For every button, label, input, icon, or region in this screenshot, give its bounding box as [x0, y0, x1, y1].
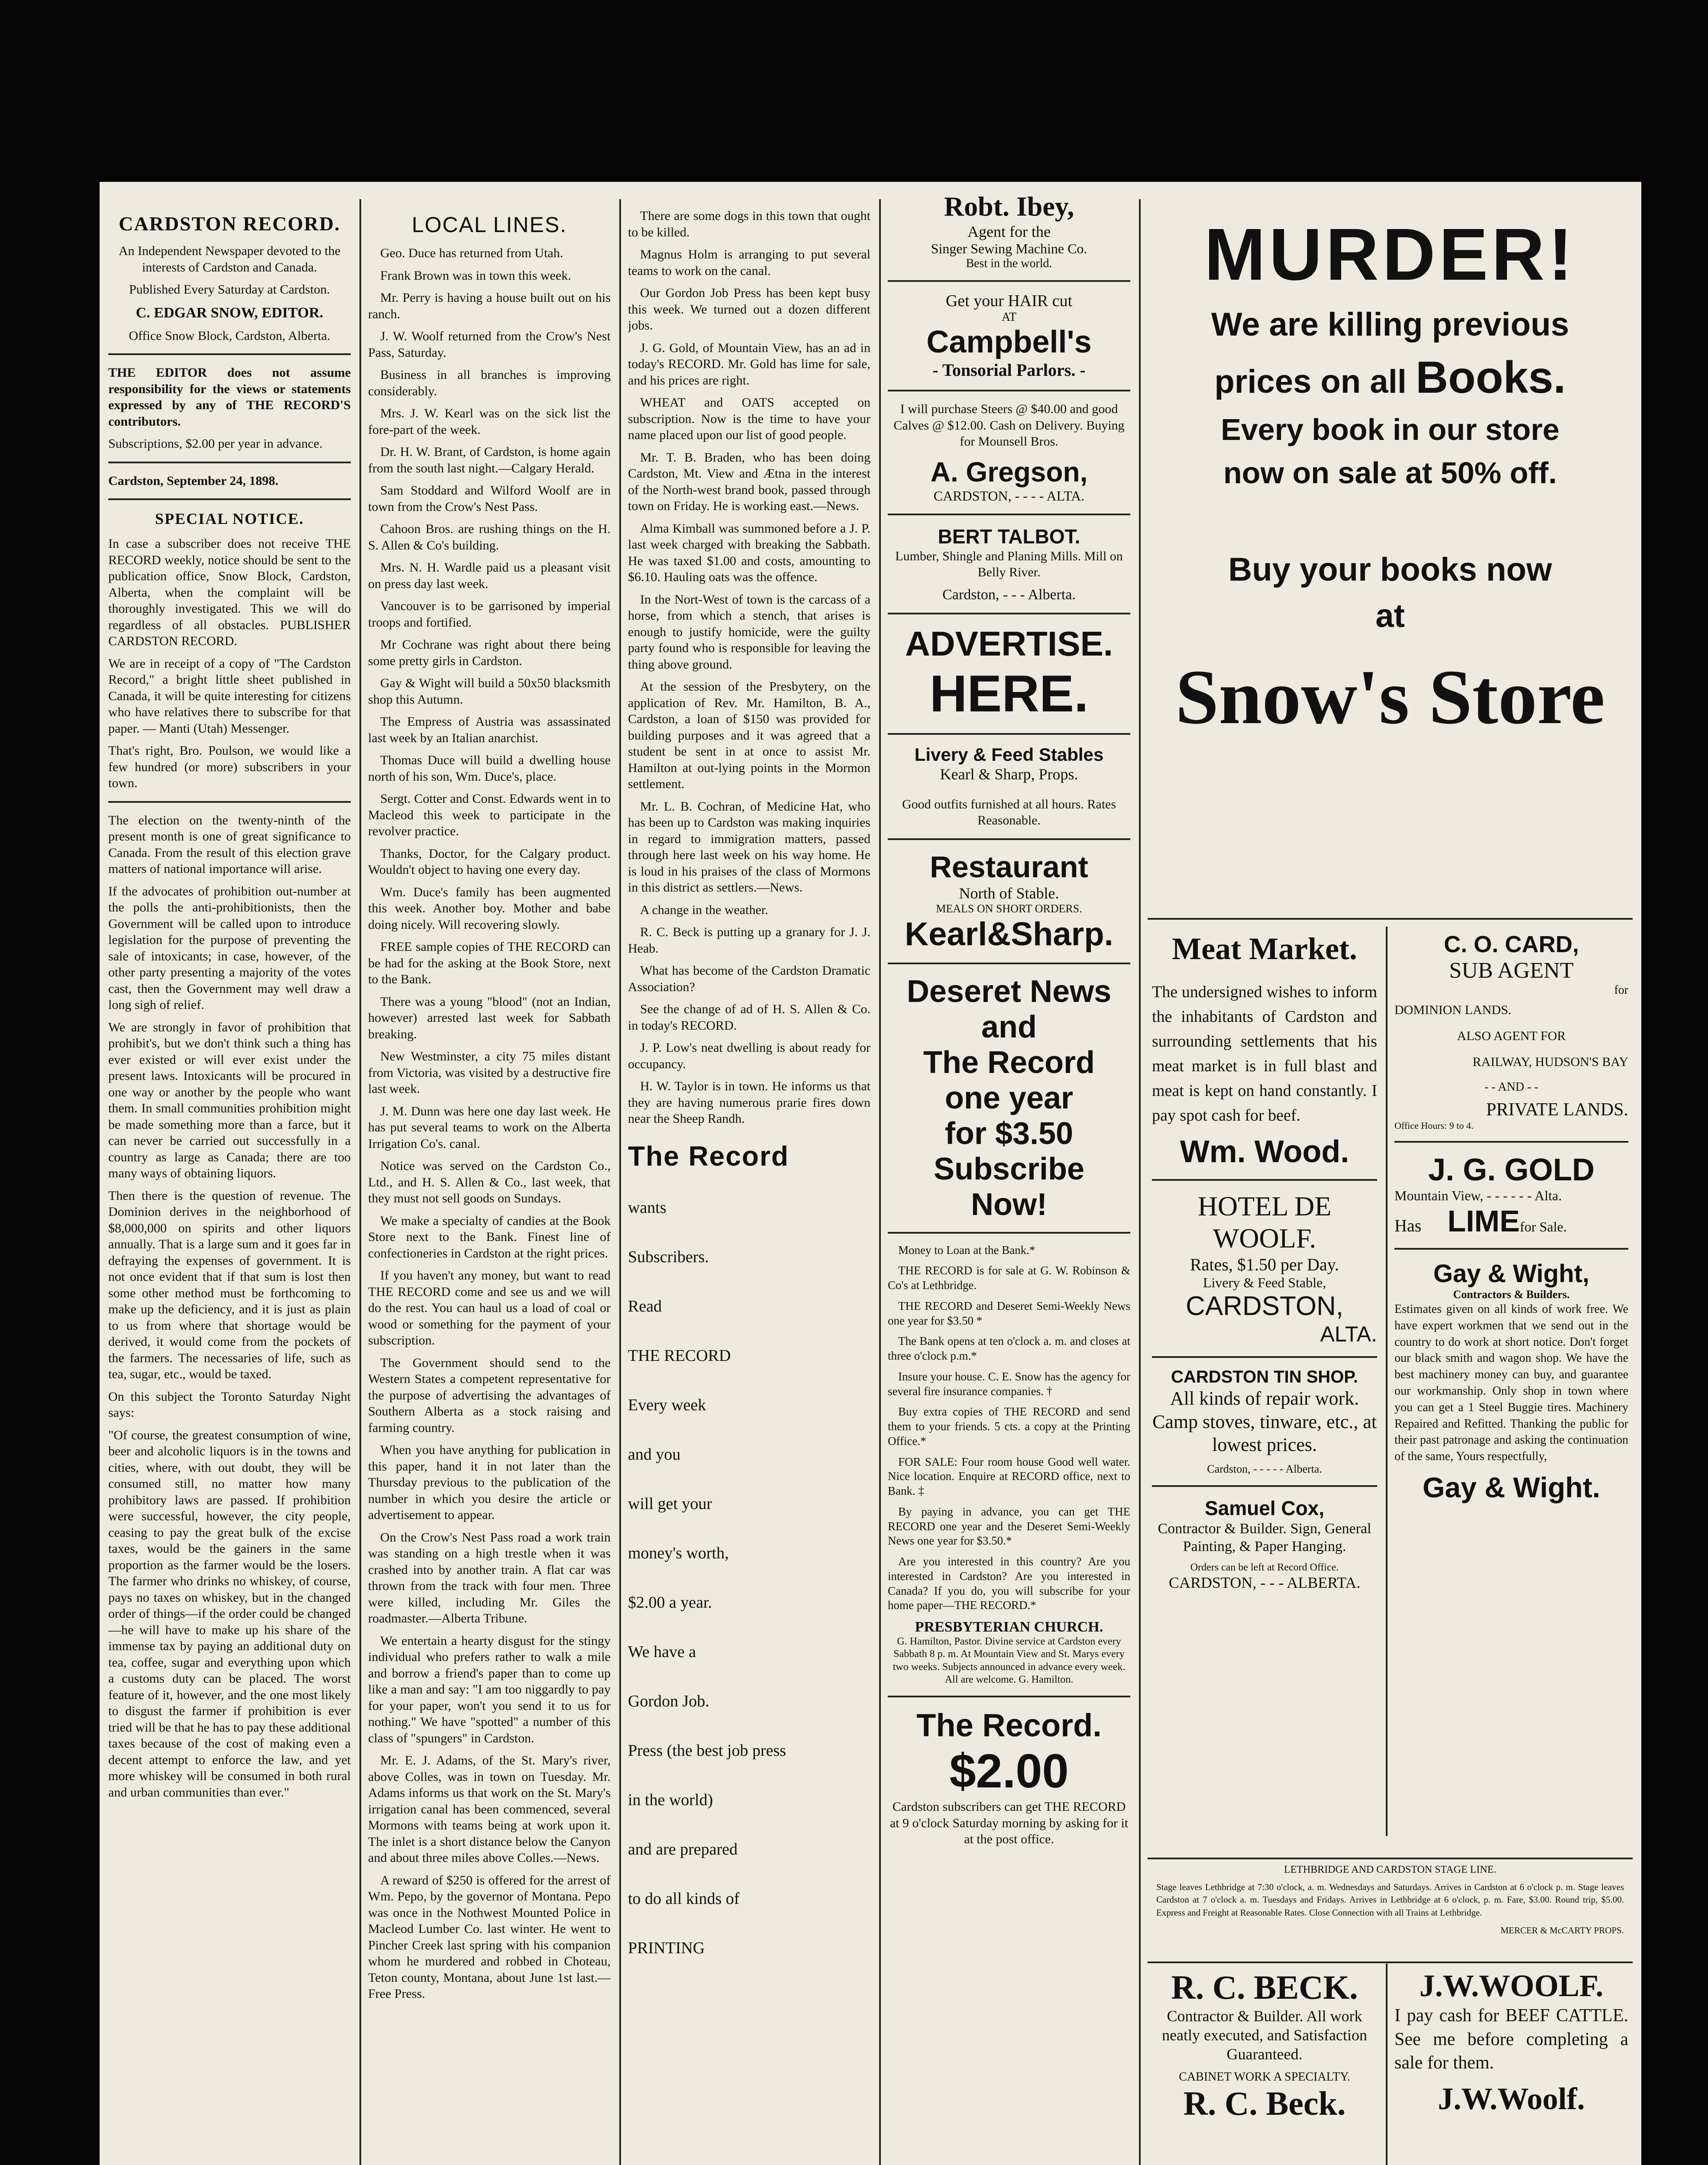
gw-title: Gay & Wight,: [1433, 1260, 1590, 1288]
notice-paragraph: That's right, Bro. Poulson, we would like a few hundred (or more) subscribers in your town.: [108, 743, 351, 791]
local-item: Mr. Perry is having a house built out on his ranch.: [368, 291, 611, 321]
local-item: Sam Stoddard and Wilford Woolf are in town from the Crow's Nest Pass.: [368, 483, 611, 514]
local-item: Frank Brown was in town this week.: [380, 268, 571, 283]
local-item: J. M. Dunn was here one day last week. He has put several teams to work on the Alberta Irrigation Co's. canal.: [368, 1104, 611, 1151]
newspaper-page: [100, 182, 1641, 2165]
masthead-disclaimer: THE EDITOR does not assume responsibility for the views or statements expressed by any of THE RECORD'S contributors.: [108, 365, 351, 429]
notice-paragraph: On this subject the Toronto Saturday Night says:: [108, 1389, 351, 1420]
record-line: to do all kinds of: [628, 1889, 740, 1908]
livery-title: Livery & Feed Stables: [914, 744, 1104, 765]
divider: [888, 390, 1130, 391]
local-item: There are some dogs in this town that ought to be killed.: [628, 209, 870, 239]
divider: [1148, 918, 1633, 920]
hotel-town: CARDSTON,: [1185, 1291, 1343, 1321]
church-text: G. Hamilton, Pastor. Divine service at Cardston every Sabbath 8 p. m. At Mountain View and St. Marys every two weeks. Subjects announced in advance every week. All are welcome. G. Hamilton.: [893, 1636, 1126, 1685]
restaurant-name: Kearl&Sharp.: [905, 915, 1113, 953]
divider: [888, 733, 1130, 735]
murder-line-text: prices on all: [1214, 363, 1407, 400]
local-item: H. W. Taylor is in town. He informs us that they are having numerous prarie fires down near the Sheep Randh.: [628, 1079, 870, 1126]
local-item: A reward of $250 is offered for the arrest of Wm. Pepo, by the governor of Montana. Pepo was once in the Nothwest Mounted Police in Macleod Lumber Co. last winter. He went to Pincher Creek last spring with his companion whom he murdered and robbed in Choteau, Teton county, Montana, about June 1st last.—Free Press.: [368, 1873, 611, 2001]
notice-item: THE RECORD is for sale at G. W. Robinson & Co's at Lethbridge.: [888, 1264, 1130, 1292]
local-item: At the session of the Presbytery, on the application of Rev. Mr. Hamilton, B. A., Cardston, a loan of $150 was provided for building purposes and it was agreed that a student be sent in at once to assist Mr. Hamilton at out-lying points in the Mormon settlement.: [628, 679, 870, 791]
gold-lime-line: [1394, 1204, 1628, 1238]
notice-paragraph: We are in receipt of a copy of "The Cardston Record," a bright little sheet published in Canada, it will be quite interesting for citizens who have relatives there to subscribe for that paper. — Manti (Utah) Messenger.: [108, 656, 351, 736]
masthead-subscription: Subscriptions, $2.00 per year in advance.: [108, 436, 323, 451]
local-lines-heading: LOCAL LINES.: [411, 213, 567, 237]
local-item: On the Crow's Nest Pass road a work train was standing on a high trestle when it was crashed into by another train. A flat car was thrown from the track with four men. Three were killed, including Mr. Giles the roadmaster.—Alberta Tribune.: [368, 1530, 611, 1625]
card-line: ALSO AGENT FOR: [1457, 1029, 1566, 1043]
notice-item: Money to Loan at the Bank.*: [898, 1243, 1035, 1257]
record-line: We have a: [628, 1642, 696, 1661]
column-rule: [1386, 927, 1388, 1836]
notice-paragraph: "Of course, the greatest consumption of wine, beer and alcoholic liquors is in the towns and cities, where, with out doubt, they will be consumed still, no matter how many prohibitory laws are passed. If prohibition were successful, however, the city people, ceasing to pay the great bulk of the excise taxes, would be the gainers in the same proportion as the farmer would be the losers. The farmer who drinks no whiskey, of course, pays no taxes on whiskey, but in the changed order of things—if the order could be changed—he will have to make up his share of the immense tax by paying an additional duty on tea, coffee, sugar and everything upon which a customs duty can be placed. The worst feature of it, however, and the one most likely to disgust the farmer if prohibition is ever tried will be that he has to pay these additional taxes because of the cost of making even a decent attempt to enforce the law, and yet more whiskey will be consumed in both rural and urban communities than ever.": [108, 1428, 351, 1800]
deseret-line: one year: [945, 1080, 1074, 1115]
local-item: Mr Cochrane was right about there being some pretty girls in Cardston.: [368, 637, 611, 668]
record-wants-list: [628, 1198, 870, 1958]
record-line: wants: [628, 1198, 666, 1217]
local-item: There was a young "blood" (not an Indian, however) arrested last week for Sabbath breaking.: [368, 994, 611, 1041]
record-line: in the world): [628, 1790, 713, 1809]
campbell-sub: - Tonsorial Parlors. -: [932, 360, 1086, 380]
masthead-description: An Independent Newspaper devoted to the interests of Cardston and Canada.: [118, 244, 341, 275]
hotel-title: HOTEL DE WOOLF.: [1197, 1191, 1332, 1254]
record-line: THE RECORD: [628, 1346, 731, 1365]
cox-loc: CARDSTON, - - - ALBERTA.: [1168, 1574, 1361, 1591]
livery-props: Kearl & Sharp, Props.: [940, 765, 1078, 783]
cox-text: Contractor & Builder. Sign, General Painting, & Paper Hanging.: [1158, 1521, 1372, 1555]
gw-sign: Gay & Wight.: [1422, 1471, 1601, 1503]
woolf-name: J.W.WOOLF.: [1419, 1968, 1604, 2003]
local-item: Dr. H. W. Brant, of Cardston, is home again from the south last night.—Calgary Herald.: [368, 445, 611, 475]
masthead-dateline: Cardston, September 24, 1898.: [108, 473, 278, 488]
local-item: We entertain a hearty disgust for the stingy individual who prefers rather to walk a mile and borrow a friend's paper than to come up like a man and say: "I am too niggardly to pay for your paper, won't you send it to us for nothing." We have "spotted" a number of this class of "spungers" in Cardston.: [368, 1633, 611, 1745]
local-lines-list: [368, 245, 611, 2002]
divider: [888, 1696, 1130, 1697]
ibey-line: Singer Sewing Machine Co.: [931, 241, 1087, 256]
local-item: Mr. T. B. Braden, who has been doing Cardston, Mt. View and Ætna in the interest of the North-west brand book, passed through town on Friday. He is working east.—News.: [628, 450, 870, 513]
local-item: See the change of ad of H. S. Allen & Co. in today's RECORD.: [628, 1002, 870, 1033]
murder-title: MURDER!: [1204, 213, 1576, 296]
local-item: Cahoon Bros. are rushing things on the H. S. Allen & Co's building.: [368, 522, 611, 553]
gold-sale: for Sale.: [1520, 1219, 1567, 1234]
cox-name: Samuel Cox,: [1204, 1497, 1325, 1520]
murder-ad: [1148, 199, 1633, 896]
record-price-title: The Record.: [916, 1707, 1102, 1744]
notice-item: By paying in advance, you can get THE RECORD one year and the Deseret Semi-Weekly News one year for $3.50.*: [888, 1505, 1130, 1548]
column-masthead: [108, 208, 351, 2165]
beck-sign: R. C. Beck.: [1183, 2084, 1346, 2122]
record-heading: The Record: [628, 1140, 789, 1172]
restaurant-loc: North of Stable.: [959, 884, 1059, 902]
beck-text: Contractor & Builder. All work neatly executed, and Satisfaction Guaranteed.: [1162, 2007, 1367, 2063]
record-line: Gordon Job.: [628, 1692, 709, 1710]
notice-paragraph: Then there is the question of revenue. The Dominion derives in the neighborhood of $8,000,000 on spirits and other liquors annually. That is a large sum and it goes far in defraying the expenses of government. It is not once evident that if that sum is lost then some other method must be forthcoming to make up the deficiency, and it is just as plain to us from where that shortage would be derived, it would come from the pockets of the farmers. The necessaries of life, such as tea, sugar, etc., would be taxed.: [108, 1188, 351, 1382]
right-subcol-right: [1394, 931, 1628, 1840]
church-title: PRESBYTERIAN CHURCH.: [915, 1619, 1103, 1635]
murder-line: Every book in our store: [1221, 413, 1559, 446]
local-item: Magnus Holm is arranging to put several teams to work on the canal.: [628, 247, 870, 278]
ibey-line: Best in the world.: [966, 257, 1052, 270]
notice-item: FOR SALE: Four room house Good well water. Nice location. Enquire at RECORD office, next to Bank. ‡: [888, 1455, 1130, 1497]
local-item: FREE sample copies of THE RECORD can be had for the asking at the Book Store, next to the Bank.: [368, 940, 611, 986]
books-word: Books.: [1415, 352, 1566, 403]
tin-loc: Cardston, - - - - - Alberta.: [1207, 1463, 1322, 1476]
tin-text: All kinds of repair work. Camp stoves, tinware, etc., at lowest prices.: [1152, 1388, 1377, 1456]
local-lines-list-2: [628, 208, 870, 1127]
local-item: Thomas Duce will build a dwelling house north of his son, Wm. Duce's, place.: [368, 753, 611, 784]
local-item: Our Gordon Job Press has been kept busy this week. We turned out a dozen different jobs.: [628, 286, 870, 333]
gold-lime: LIME: [1447, 1204, 1520, 1238]
talbot-line: Lumber, Shingle and Planing Mills. Mill on Belly River.: [895, 549, 1123, 579]
column-ads: [888, 191, 1130, 2165]
deseret-line: Subscribe: [933, 1151, 1085, 1186]
record-line: and are prepared: [628, 1840, 738, 1858]
beck-cabinet: CABINET WORK A SPECIALTY.: [1179, 2070, 1350, 2084]
gold-loc: Mountain View, - - - - - - Alta.: [1394, 1188, 1562, 1203]
campbell-at: AT: [1001, 310, 1017, 324]
divider: [1148, 1858, 1633, 1859]
card-sub: SUB AGENT: [1449, 958, 1574, 983]
local-item: J. W. Woolf returned from the Crow's Nest Pass, Saturday.: [368, 329, 611, 360]
snows-store: Snow's Store: [1175, 654, 1605, 740]
record-line: and you: [628, 1445, 681, 1464]
campbell-name: Campbell's: [926, 325, 1092, 359]
divider: [888, 613, 1130, 614]
notice-item: The Bank opens at ten o'clock a. m. and closes at three o'clock p.m.*: [888, 1335, 1130, 1362]
local-item: The Empress of Austria was assassinated last week by an Italian anarchist.: [368, 714, 611, 745]
local-item: Mr. E. J. Adams, of the St. Mary's river, above Colles, was in town on Tuesday. Mr. Adams informs us that work on the St. Mary's irrigation canal has been commenced, several Mormons with teams being at work upon it. The inlet is a short distance below the Canyon and about three miles above Colles.—News.: [368, 1753, 611, 1865]
stage-title: LETHBRIDGE AND CARDSTON STAGE LINE.: [1284, 1864, 1497, 1875]
livery-text: Good outfits furnished at all hours. Rates Reasonable.: [902, 797, 1116, 827]
stage-props: MERCER & McCARTY PROPS.: [1500, 1925, 1624, 1936]
masthead-title: CARDSTON RECORD.: [119, 213, 340, 235]
record-line: PRINTING: [628, 1939, 705, 1957]
campbell-pre: Get your HAIR cut: [945, 292, 1073, 310]
advertise-word: ADVERTISE.: [905, 624, 1113, 663]
ibey-name: Robt. Ibey,: [944, 191, 1074, 222]
divider: [1148, 1961, 1633, 1963]
divider: [1152, 1179, 1377, 1181]
woolf-text: I pay cash for BEEF CATTLE. See me before completing a sale for them.: [1394, 2006, 1628, 2073]
beck-ad: [1152, 1968, 1377, 2165]
gregson-text: I will purchase Steers @ $40.00 and good Calves @ $12.00. Cash on Delivery. Buying for Mounsell Bros.: [893, 402, 1125, 449]
local-item: Geo. Duce has returned from Utah.: [380, 246, 563, 260]
local-item: In the Nort-West of town is the carcass of a horse, from which a stench, that arises is enough to justify homicide, were the guilty party found who is responsible for leaving the thing above ground.: [628, 592, 870, 672]
local-item: WHEAT and OATS accepted on subscription. Now is the time to have your name placed upon our list of good people.: [628, 395, 870, 442]
record-line: Every week: [628, 1396, 706, 1414]
special-notice-heading: SPECIAL NOTICE.: [155, 510, 304, 528]
restaurant-title: Restaurant: [930, 850, 1088, 884]
card-line: RAILWAY, HUDSON'S BAY: [1472, 1055, 1628, 1069]
gregson-loc: CARDSTON, - - - - ALTA.: [933, 488, 1085, 504]
column-rule: [1139, 199, 1141, 2165]
local-item: If you haven't any money, but want to read THE RECORD come and see us and we will do the rest. You can haul us a load of coal or wood or something for the payment of your subscription.: [368, 1268, 611, 1347]
cox-orders: Orders can be left at Record Office.: [1190, 1561, 1339, 1573]
local-item: Thanks, Doctor, for the Calgary product. Wouldn't object to having one every day.: [368, 846, 611, 877]
meat-text: The undersigned wishes to inform the inhabitants of Cardston and surrounding settlements that his meat market is in full blast and meat is kept on hand constantly. I pay spot cash for beef.: [1152, 983, 1377, 1125]
record-line: Press (the best job press: [628, 1741, 786, 1760]
column-local-lines-2: [628, 208, 870, 2165]
gw-sub: Contractors & Builders.: [1453, 1288, 1570, 1301]
local-item: Vancouver is to be garrisoned by imperial troops and fortified.: [368, 599, 611, 630]
record-bottom: Cardston subscribers can get THE RECORD at 9 o'clock Saturday morning by asking for it at the post office.: [890, 1800, 1129, 1847]
masthead-published: Published Every Saturday at Cardston.: [129, 282, 330, 297]
local-item: Gay & Wight will build a 50x50 blacksmith shop this Autumn.: [368, 676, 611, 707]
notice-item: THE RECORD and Deseret Semi-Weekly News one year for $3.50 *: [888, 1299, 1130, 1327]
local-item: J. P. Low's neat dwelling is about ready for occupancy.: [628, 1040, 870, 1071]
divider: [888, 280, 1130, 282]
card-line: - - AND - -: [1484, 1080, 1539, 1094]
hotel-rates: Rates, $1.50 per Day.: [1190, 1255, 1339, 1274]
record-line: Read: [628, 1297, 662, 1315]
hotel-prov: ALTA.: [1320, 1322, 1377, 1346]
masthead-editor: C. EDGAR SNOW, EDITOR.: [136, 304, 323, 321]
local-item: New Westminster, a city 75 miles distant from Victoria, was visited by a destructive fire last week.: [368, 1049, 611, 1096]
ibey-line: Agent for the: [967, 223, 1051, 240]
deseret-line: The Record: [923, 1045, 1095, 1080]
local-item: When you have anything for publication in this paper, hand it in not later than the Thursday previous to the publication of the number in which you desire the article or advertisement to appear.: [368, 1443, 611, 1522]
local-item: Wm. Duce's family has been augmented this week. Another boy. Mother and babe doing nicely. Will recovering slowly.: [368, 885, 611, 932]
murder-line: We are killing previous: [1211, 306, 1569, 343]
masthead-office: Office Snow Block, Cardston, Alberta.: [129, 328, 330, 343]
advertise-here: HERE.: [929, 664, 1089, 723]
meat-title: Meat Market.: [1172, 931, 1357, 966]
local-item: R. C. Beck is putting up a granary for J. J. Heab.: [628, 925, 870, 956]
notice-item: Are you interested in this country? Are you interested in Cardston? Are you interested in Canada? If you do, you will subscribe for your home paper—THE RECORD.*: [888, 1555, 1130, 1612]
card-line: PRIVATE LANDS.: [1486, 1100, 1628, 1120]
divider: [108, 801, 351, 803]
notice-paragraph: The election on the twenty-ninth of the present month is one of great significance to Canada. From the result of this election grave matters of national importance will arise.: [108, 813, 351, 876]
beck-name: R. C. BECK.: [1171, 1968, 1358, 2006]
local-item: Mrs. N. H. Wardle paid us a pleasant visit on press day last week.: [368, 560, 611, 591]
local-item: Mr. L. B. Cochran, of Medicine Hat, who has been up to Cardston was making inquiries in regard to immigration matters, passed through here last week on his way home. He is loud in his praises of the class of Mormons in this district as settlers.—News.: [628, 799, 870, 895]
notice-paragraph: We are strongly in favor of prohibition that prohibit's, but we don't think such a thing has ever existed or will ever exist under the present laws. Intoxicants will be procured in one way or another by the people who want them. In small communities prohibition might be made something more than a farce, but it can never be carried out successfully in a country as large as Canada; there are too many ways of obtaining liquors.: [108, 1020, 351, 1181]
local-item: A change in the weather.: [640, 902, 768, 917]
local-item: Mrs. J. W. Kearl was on the sick list the fore-part of the week.: [368, 406, 611, 437]
woolf-ad: [1394, 1968, 1628, 2165]
woolf-sign: J.W.Woolf.: [1438, 2081, 1585, 2116]
gw-text: Estimates given on all kinds of work free. We have expert workmen that we send out in the country to do work at short notice. Don't forget our black smith and wagon shop. We have the best machinery money can buy, and guarantee our workmanship. Only shop in town where you can get a 1 Steel Buggie tires. Machinery Repaired and Refitted. Thanking the public for their past patronage and asking the continuation of the same, Yours respectfully,: [1394, 1302, 1628, 1464]
deseret-line: and: [981, 1009, 1037, 1044]
divider: [888, 838, 1130, 840]
divider: [108, 353, 351, 355]
local-item: J. G. Gold, of Mountain View, has an ad in today's RECORD. Mr. Gold has lime for sale, and his prices are right.: [628, 340, 870, 388]
column-rule: [359, 199, 361, 2165]
deseret-line: Deseret News: [906, 974, 1112, 1009]
divider: [108, 498, 351, 500]
talbot-loc: Cardston, - - - Alberta.: [942, 586, 1076, 603]
local-item: What has become of the Cardston Dramatic Association?: [628, 963, 870, 994]
card-name: C. O. CARD,: [1443, 931, 1579, 957]
column-rule: [1386, 1964, 1388, 2165]
tin-title: CARDSTON TIN SHOP.: [1171, 1367, 1358, 1386]
restaurant-meals: MEALS ON SHORT ORDERS.: [936, 902, 1082, 915]
record-price: $2.00: [949, 1745, 1069, 1798]
divider: [888, 963, 1130, 964]
record-line: $2.00 a year.: [628, 1593, 712, 1612]
buy-at: at: [1375, 598, 1405, 634]
stage-line-ad: [1156, 1864, 1624, 1955]
notice-paragraph: If the advocates of prohibition out-number at the polls the anti-prohibitionists, then the Government will be called upon to introduce legislation for the purpose of preventing the sale of intoxicants; in case, however, of the other party presenting a majority of the votes cast, then the Government may well draw a long sigh of relief.: [108, 884, 351, 1012]
divider: [108, 462, 351, 463]
notices-list: [888, 1243, 1130, 1613]
meat-name: Wm. Wood.: [1180, 1134, 1349, 1169]
divider: [1394, 1248, 1628, 1250]
record-line: Subscribers.: [628, 1247, 709, 1266]
divider: [1152, 1485, 1377, 1487]
gregson-name: A. Gregson,: [930, 456, 1088, 488]
deseret-line: for $3.50: [945, 1116, 1074, 1151]
gold-name: J. G. GOLD: [1428, 1153, 1595, 1187]
stage-text: Stage leaves Lethbridge at 7:30 o'clock, a. m. Wednesdays and Saturdays. Arrives in Cardston at 6 o'clock p. m. Stage leaves Cardston at 7 o'clock a. m. Tuesdays and Fridays. Arrives in Lethbridge at 6 o'clock, p. m. Fare, $3.00. Round trip, $5.00. Express and Freight at Reasonable Rates. Close Connection with all Trains at Lethbridge.: [1156, 1882, 1624, 1918]
card-for: for: [1614, 983, 1628, 997]
murder-line: [1148, 352, 1633, 404]
local-item: Sergt. Cotter and Const. Edwards went in to Macleod this week to participate in the revolver practice.: [368, 792, 611, 838]
notice-paragraph: In case a subscriber does not receive THE RECORD weekly, notice should be sent to the publication office, Snow Block, Cardston, Alberta, when the complaint will be thoroughly investigated. This we will do regardless of all obstacles. PUBLISHER CARDSTON RECORD.: [108, 536, 351, 649]
card-hours: Office Hours: 9 to 4.: [1394, 1120, 1474, 1131]
talbot-name: BERT TALBOT.: [938, 525, 1080, 548]
divider: [888, 514, 1130, 515]
divider: [1394, 1141, 1628, 1143]
right-subcol-left: [1152, 931, 1377, 1862]
local-item: Business in all branches is improving considerably.: [368, 368, 611, 398]
gold-has: Has: [1394, 1216, 1422, 1235]
card-line: DOMINION LANDS.: [1394, 1003, 1511, 1017]
column-local-lines: [368, 208, 611, 2165]
record-line: will get your: [628, 1494, 712, 1513]
buy-line: Buy your books now: [1228, 551, 1552, 588]
local-item: The Government should send to the Western States a competent representative for the purpose of advertising the advantages of Southern Alberta as a stock raising and farming country.: [368, 1355, 611, 1435]
deseret-line: Now!: [971, 1187, 1047, 1222]
local-item: We make a specialty of candies at the Book Store next to the Bank. Finest line of confectioneries in Cardston at the right prices.: [368, 1213, 611, 1260]
divider: [1152, 1356, 1377, 1358]
notice-item: Insure your house. C. E. Snow has the agency for several fire insurance companies. †: [888, 1370, 1130, 1398]
divider: [888, 1232, 1130, 1234]
record-line: money's worth,: [628, 1544, 729, 1562]
column-rule: [619, 199, 621, 2165]
local-item: Alma Kimball was summoned before a J. P. last week charged with breaking the Sabbath. He was taxed $1.00 and costs, amounting to $6.10. Hauling oats was the offence.: [628, 521, 870, 584]
column-rule: [879, 199, 881, 2165]
local-item: Notice was served on the Cardston Co., Ltd., and H. S. Allen & Co., last week, that they must not sell goods on Sundays.: [368, 1159, 611, 1205]
hotel-livery: Livery & Feed Stable,: [1203, 1275, 1326, 1290]
notice-item: Buy extra copies of THE RECORD and send them to your friends. 5 cts. a copy at the Printing Office.*: [888, 1405, 1130, 1448]
murder-line: now on sale at 50% off.: [1223, 456, 1557, 490]
